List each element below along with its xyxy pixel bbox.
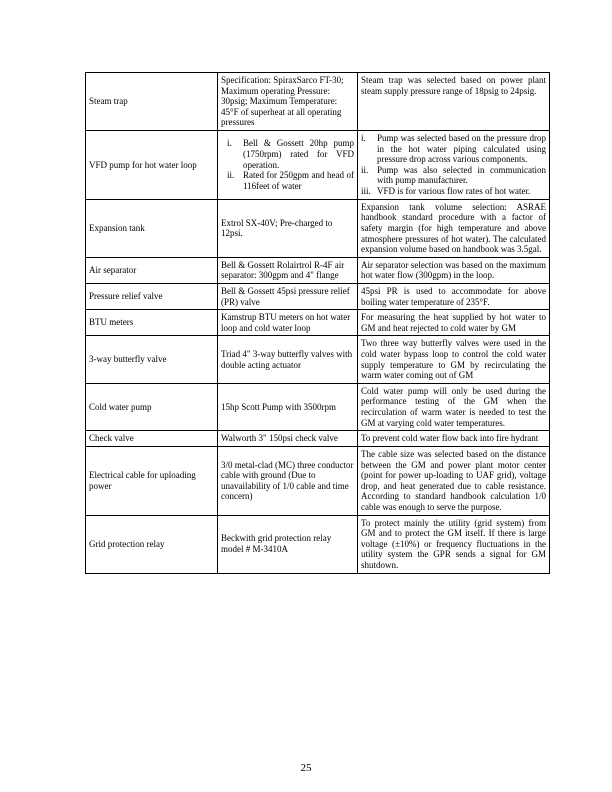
spec-cell: Walworth 3" 150psi check valve — [218, 431, 358, 447]
spec-cell: Triad 4" 3-way butterfly valves with double acting actuator — [218, 336, 358, 383]
rationale-cell: Cold water pump will only be used during the performance testing of the GM when the recirculation of warm water is needed to test the GM at varying cold water temperatures. — [358, 383, 550, 430]
rationale-cell: To protect mainly the utility (grid system) from GM and to protect the GM itself. If there is large voltage (±10%) or frequency fluctuations in the utility system the GPR sends a signal for GM shutdown. — [358, 515, 550, 573]
equipment-name-cell: Steam trap — [86, 73, 218, 131]
table-row — [86, 257, 550, 283]
equipment-name-cell: 3-way butterfly valve — [86, 336, 218, 383]
table-row — [86, 515, 550, 573]
list-text: Pump was selected based on the pressure drop in the hot water piping calculated using pressure drop across various components. — [377, 133, 546, 165]
table-row — [86, 199, 550, 257]
rationale-cell: Two three way butterfly valves were used in the cold water bypass loop to control the cold water supply temperature to GM by recirculating the warm water coming out of GM — [358, 336, 550, 383]
spec-cell: 15hp Scott Pump with 3500rpm — [218, 383, 358, 430]
table-row — [86, 383, 550, 430]
list-text: Bell & Gossett 20hp pump (1750rpm) rated for VFD operation. — [243, 138, 354, 170]
rationale-cell: Steam trap was selected based on power plant steam supply pressure range of 18psig to 24psig. — [358, 73, 550, 131]
list-marker: i. — [361, 133, 366, 144]
equipment-name-cell: Electrical cable for uploading power — [86, 446, 218, 515]
table-row — [86, 73, 550, 131]
list-item — [361, 133, 546, 165]
rationale-cell: 45psi PR is used to accommodate for above boiling water temperature of 235°F. — [358, 283, 550, 309]
equipment-name-cell: Expansion tank — [86, 199, 218, 257]
spec-cell: Beckwith grid protection relay model # M-3410A — [218, 515, 358, 573]
rationale-cell: For measuring the heat supplied by hot water to GM and heat rejected to cold water by GM — [358, 310, 550, 336]
spec-cell: Kamstrup BTU meters on hot water loop and cold water loop — [218, 310, 358, 336]
spec-cell: Bell & Gossett Rolairtrol R-4F air separator: 300gpm and 4" flange — [218, 257, 358, 283]
table-row — [86, 446, 550, 515]
equipment-name-cell: Air separator — [86, 257, 218, 283]
list-item — [221, 138, 354, 170]
equipment-name-cell: Check valve — [86, 431, 218, 447]
table-row — [86, 131, 550, 200]
list-item — [361, 165, 546, 186]
list-item — [361, 186, 546, 197]
rationale-cell: Air separator selection was based on the maximum hot water flow (300gpm) in the loop. — [358, 257, 550, 283]
table-row — [86, 283, 550, 309]
equipment-name-cell: BTU meters — [86, 310, 218, 336]
rationale-cell — [358, 131, 550, 200]
page-number: 25 — [300, 762, 312, 774]
spec-cell: Specification: SpiraxSarco FT-30; Maximum operating Pressure: 30psig; Maximum Temperature: 45°F of superheat at all operating pressures — [218, 73, 358, 131]
rationale-cell: The cable size was selected based on the distance between the GM and power plant motor center (point for power up-loading to UAF grid), voltage drop, and heat generated due to cable resistance. According to standard handbook calculation 1/0 cable was enough to serve the purpose. — [358, 446, 550, 515]
list-marker: ii. — [227, 170, 235, 181]
list-marker: i. — [227, 138, 232, 149]
equipment-name-cell: VFD pump for hot water loop — [86, 131, 218, 200]
spec-cell — [218, 131, 358, 200]
table-row — [86, 310, 550, 336]
list-text: Rated for 250gpm and head of 116feet of water — [243, 170, 354, 191]
spec-cell: Bell & Gossett 45psi pressure relief (PR) valve — [218, 283, 358, 309]
rationale-cell: To prevent cold water flow back into fire hydrant — [358, 431, 550, 447]
list-marker: iii. — [361, 186, 371, 197]
spec-cell: 3/0 metal-clad (MC) three conductor cable with ground (Due to unavailability of 1/0 cable and time concern) — [218, 446, 358, 515]
table-row — [86, 336, 550, 383]
equipment-name-cell: Cold water pump — [86, 383, 218, 430]
list-item — [221, 170, 354, 191]
equipment-name-cell: Grid protection relay — [86, 515, 218, 573]
spec-cell: Extrol SX-40V; Pre-charged to 12psi. — [218, 199, 358, 257]
list-text: VFD is for various flow rates of hot water. — [377, 186, 531, 197]
rationale-cell: Expansion tank volume selection: ASRAE handbook standard procedure with a factor of safety margin (for high temperature and above atmosphere pressures of hot water). The calculated expansion volume based on handbook was 3.5gal. — [358, 199, 550, 257]
equipment-selection-table — [85, 72, 550, 574]
equipment-name-cell: Pressure relief valve — [86, 283, 218, 309]
list-text: Pump was also selected in communication with pump manufacturer. — [377, 164, 546, 186]
table-row — [86, 431, 550, 447]
list-marker: ii. — [361, 164, 369, 175]
